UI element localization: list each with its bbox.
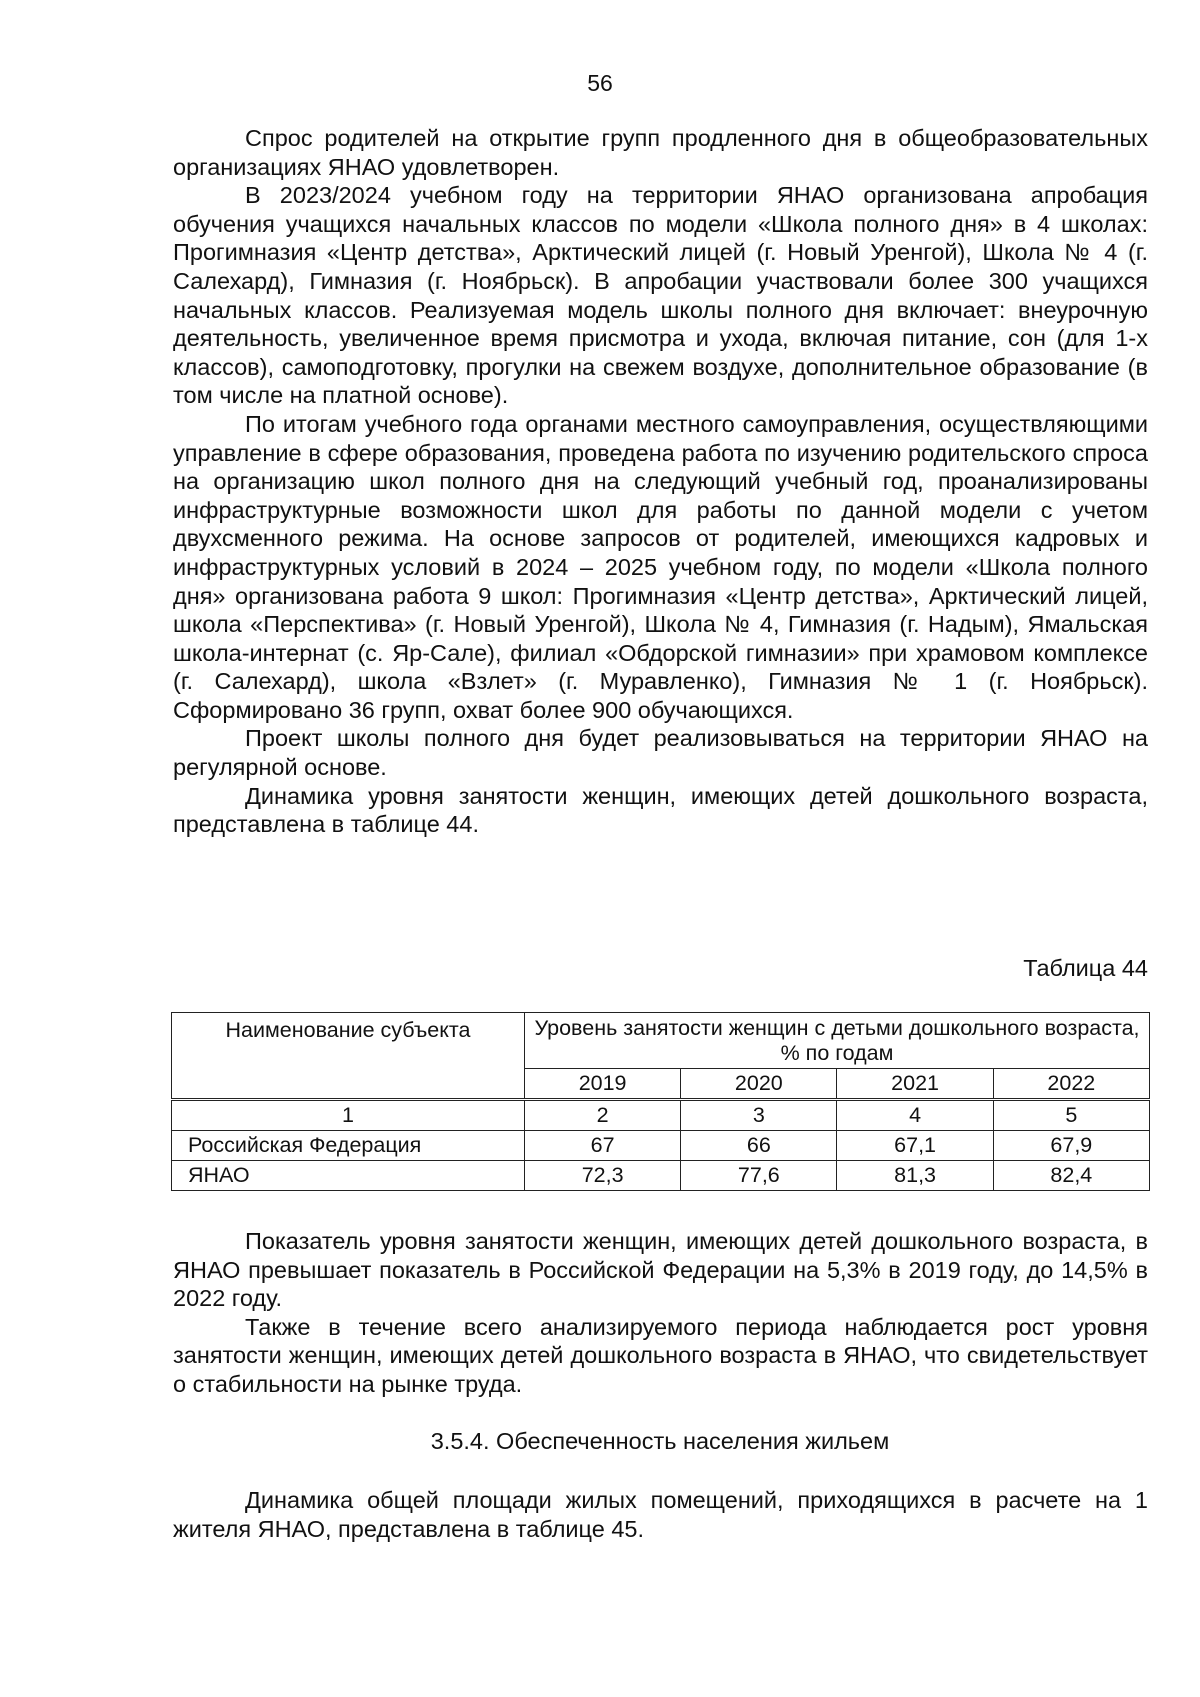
table-cell: 66 [681,1131,837,1161]
employment-table [171,1012,1150,1191]
column-number: 1 [172,1100,525,1131]
table-cell: 82,4 [993,1161,1149,1191]
table-cell: 81,3 [837,1161,993,1191]
header-year: 2020 [681,1069,837,1100]
page-number: 56 [587,70,613,96]
paragraph: В 2023/2024 учебном году на территории ЯНАО организована апробация обучения учащихся начальных классов по модели «Школа полного дня» в 4 школах: Прогимназия «Центр детства», Арктический лицей (г. Новый Уренгой), Школа № 4 (г. Салехард), Гимназия (г. Ноябрьск). В апробации участвовали более 300 учащихся начальных классов. Реализуемая модель школы полного дня включает: внеурочную деятельность, увеличенное время присмотра и ухода, включая питание, сон (для 1-х классов), самоподготовку, прогулки на свежем воздухе, дополнительное образование (в том числе на платной основе). [173,182,1148,409]
body-text-final [173,1486,1148,1543]
header-year: 2019 [525,1069,681,1100]
body-text-after-table [173,1227,1148,1399]
column-number: 2 [525,1100,681,1131]
table-cell: 67 [525,1131,681,1161]
row-region-name: ЯНАО [172,1161,525,1191]
paragraph: Динамика уровня занятости женщин, имеющих детей дошкольного возраста, представлена в таблице 44. [173,782,1148,838]
paragraph: Спрос родителей на открытие групп продленного дня в общеобразовательных организациях ЯНАО удовлетворен. [173,125,1148,180]
table-column-number-row [172,1100,1150,1131]
table-cell: 67,9 [993,1131,1149,1161]
table-caption: Таблица 44 [1023,955,1148,981]
header-subject-name: Наименование субъекта [172,1013,525,1100]
column-number: 5 [993,1100,1149,1131]
body-text-before-table [173,124,1148,839]
section-heading: 3.5.4. Обеспеченность населения жильем [430,1428,890,1454]
paragraph: Также в течение всего анализируемого периода наблюдается рост уровня занятости женщин, имеющих детей дошкольного возраста в ЯНАО, что свидетельствует о стабильности на рынке труда. [173,1313,1148,1397]
table-cell: 77,6 [681,1161,837,1191]
column-number: 4 [837,1100,993,1131]
paragraph: Динамика общей площади жилых помещений, приходящихся в расчете на 1 жителя ЯНАО, представлена в таблице 45. [173,1487,1148,1542]
header-year: 2021 [837,1069,993,1100]
table-cell: 72,3 [525,1161,681,1191]
table-header-row [172,1013,1150,1069]
row-region-name: Российская Федерация [172,1131,525,1161]
table-row [172,1131,1150,1161]
header-employment-level: Уровень занятости женщин с детьми дошкольного возраста, % по годам [525,1013,1150,1069]
table-row [172,1161,1150,1191]
column-number: 3 [681,1100,837,1131]
header-year: 2022 [993,1069,1149,1100]
table-cell: 67,1 [837,1131,993,1161]
paragraph: Показатель уровня занятости женщин, имеющих детей дошкольного возраста, в ЯНАО превышает показатель в Российской Федерации на 5,3% в 2019 году, до 14,5% в 2022 году. [173,1228,1148,1312]
paragraph: По итогам учебного года органами местного самоуправления, осуществляющими управление в сфере образования, проведена работа по изучению родительского спроса на организацию школ полного дня на следующий учебный год, проанализированы инфраструктурные возможности школ для работы по данной модели с учетом двухсменного режима. На основе запросов от родителей, имеющихся кадровых и инфраструктурных условий в 2024 – 2025 учебном году, по модели «Школа полного дня» организована работа 9 школ: Прогимназия «Центр детства», Арктический лицей, школа «Перспектива» (г. Новый Уренгой), Школа № 4, Гимназия (г. Надым), Ямальская школа-интернат (с. Яр-Сале), филиал «Обдорской гимназии» при храмовом комплексе (г. Салехард), школа «Взлет» (г. Муравленко), Гимназия № 1 (г. Ноябрьск). Сформировано 36 групп, охват более 900 обучающихся. [173,410,1148,723]
paragraph: Проект школы полного дня будет реализовываться на территории ЯНАО на регулярной основе. [173,725,1148,781]
